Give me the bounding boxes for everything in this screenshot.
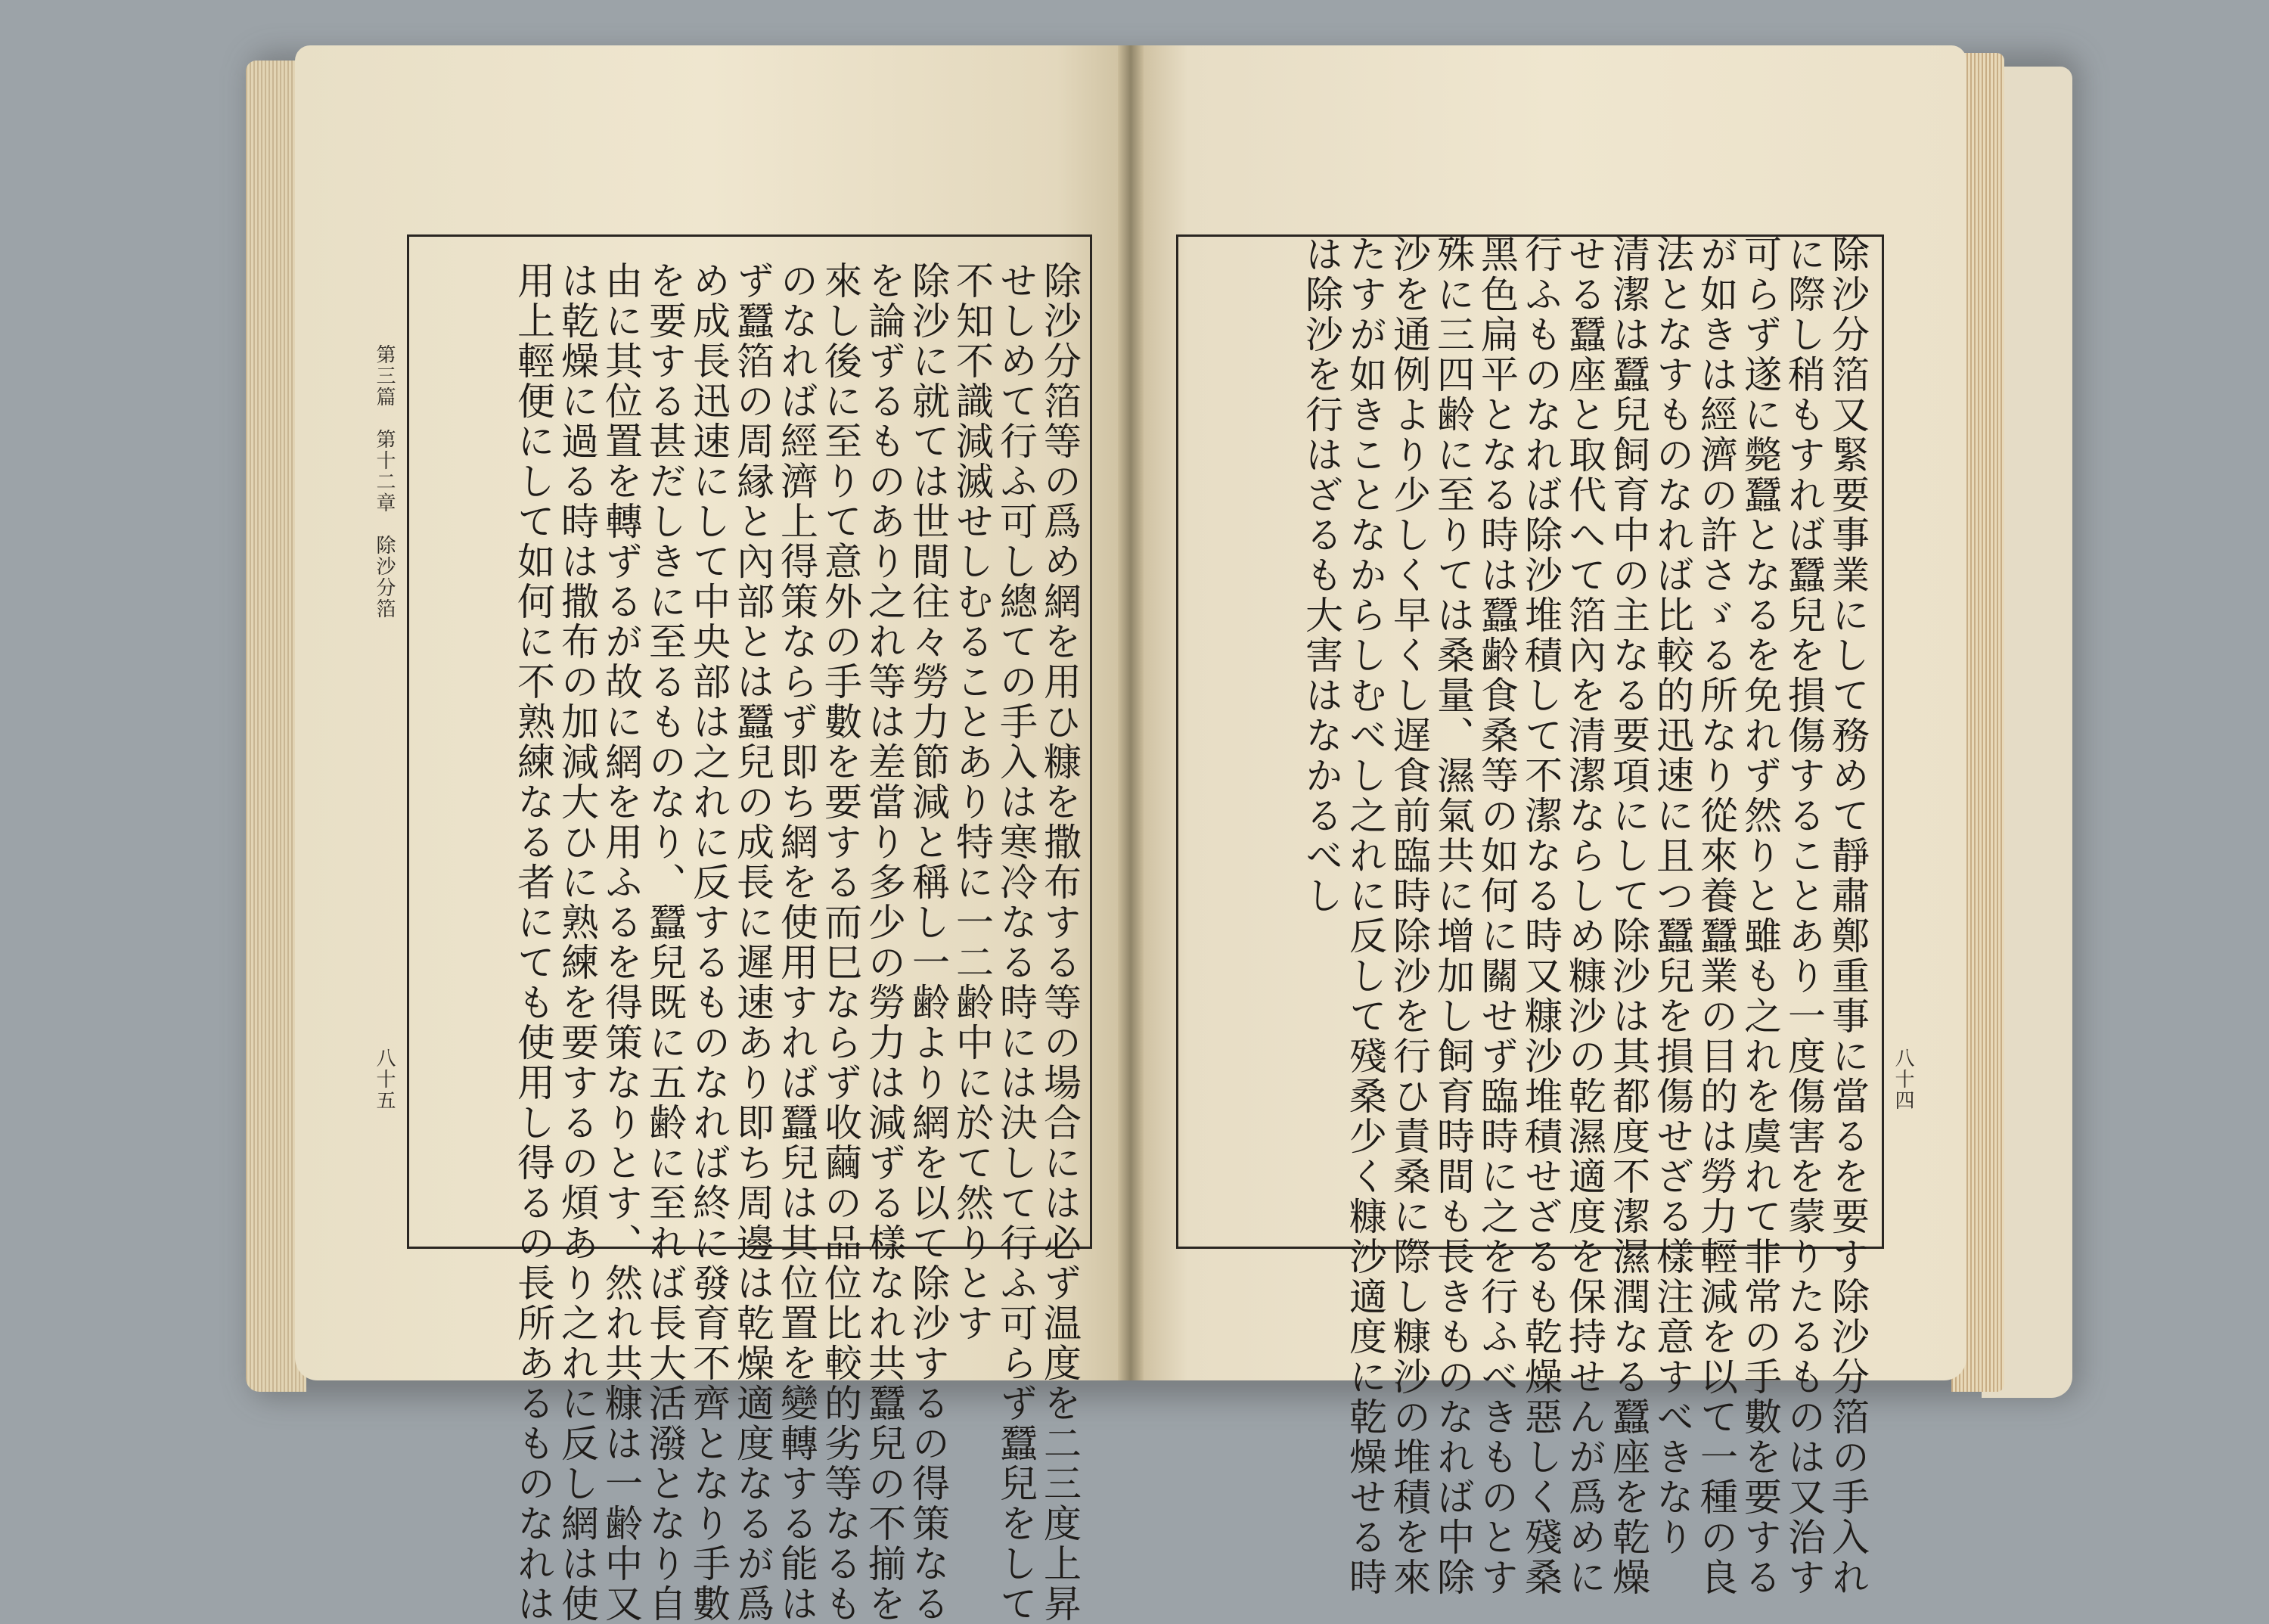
text-line: 黑色扁平となる時は蠶齢食桑等の如何に關せず臨時に之を行ふべきものとす: [1475, 234, 1519, 1598]
text-line: 殊に三四齢に至りては桑量、濕氣共に增加し飼育時間も長きものなれば中除: [1431, 234, 1475, 1598]
text-line: は乾燥に過る時は撒布の加減大ひに熟練を要するの煩あり之れに反し網は使: [555, 261, 599, 1624]
text-line: 由に其位置を轉ずるが故に網を用ふるを得策なりとす、然れ共糠は一齢中又: [599, 261, 643, 1624]
text-line: ず蠶箔の周縁と內部とは蠶兒の成長に遲速あり即ち周邊は乾燥適度なるが爲: [731, 261, 774, 1624]
text-line: 清潔は蠶兒飼育中の主なる要項にして除沙は其都度不潔濕潤なる蠶座を乾燥: [1606, 234, 1650, 1598]
text-line: は除沙を行はざるも大害はなかるべし: [1299, 234, 1343, 916]
left-body-text: [420, 261, 1082, 1624]
text-line: を要する甚だしきに至るものなり、蠶兒既に五齢に至れば長大活潑となり自: [643, 261, 687, 1624]
text-line: を論ずるものあり之れ等は差當り多少の勞力は減ずる樣なれ共蠶兒の不揃を: [862, 261, 906, 1624]
text-line: 行ふものなれば除沙堆積して不潔なる時又糠沙堆積せざるも乾燥惡しく殘桑: [1519, 234, 1563, 1598]
right-page-number: 八十四: [1892, 1048, 1914, 1111]
text-line: 用上輕便にして如何に不熟練なる者にても使用し得るの長所あるものなれは: [511, 261, 555, 1624]
text-line: 來し後に至りて意外の手數を要する而巳ならず收繭の品位比較的劣等なるも: [818, 261, 862, 1624]
text-line: たすが如きことなからしむべし之れに反して殘桑少く糠沙適度に乾燥せる時: [1343, 234, 1387, 1598]
text-line: 可らず遂に斃蠶となるを免れず然りと雖も之れを虞れて非常の手數を要する: [1738, 234, 1782, 1598]
text-line: 除沙に就ては世間往々勞力節減と稱し一齢より網を以て除沙するの得策なる: [906, 261, 950, 1624]
right-body-text: [1189, 234, 1870, 1598]
text-line: 法となすものなれば比較的迅速に且つ蠶兒を損傷せざる樣注意すべきなり: [1650, 234, 1694, 1557]
text-line: 沙を通例より少しく早くし遅食前臨時除沙を行ひ責桑に際し糠沙の堆積を來: [1387, 234, 1431, 1598]
text-line: のなれば經濟上得策ならず即ち網を使用すれば蠶兒は其位置を變轉する能は: [774, 261, 818, 1624]
left-page-number: 八十五: [373, 1048, 396, 1111]
text-line: に際し稍もすれば蠶兒を損傷することあり一度傷害を蒙りたるものは又治す: [1782, 234, 1826, 1598]
text-line: せる蠶座と取代へて箔內を清潔ならしめ糠沙の乾濕適度を保持せんが爲めに: [1563, 234, 1606, 1598]
text-line: せしめて行ふ可し總ての手入は寒冷なる時には決して行ふ可らず蠶兒をして: [994, 261, 1038, 1624]
text-line: 除沙分箔又緊要事業にして務めて靜肅鄭重事に當るを要す除沙分箔の手入れ: [1826, 234, 1870, 1598]
text-line: め成長迅速にして中央部は之れに反するものなれば終に發育不齊となり手數: [687, 261, 731, 1624]
text-line: が如きは經濟の許さゞる所なり從來養蠶業の目的は勞力輕減を以て一種の良: [1694, 234, 1738, 1598]
text-line: 除沙分箔等の爲め網を用ひ糠を撒布する等の場合には必ず温度を二三度上昇: [1038, 261, 1082, 1624]
book-gutter: [1118, 45, 1144, 1380]
text-line: 不知不識減滅せしむることあり特に一二齢中に於て然りとす: [950, 261, 994, 1343]
running-header: 第三篇 第十二章 除沙分箔: [373, 344, 396, 619]
